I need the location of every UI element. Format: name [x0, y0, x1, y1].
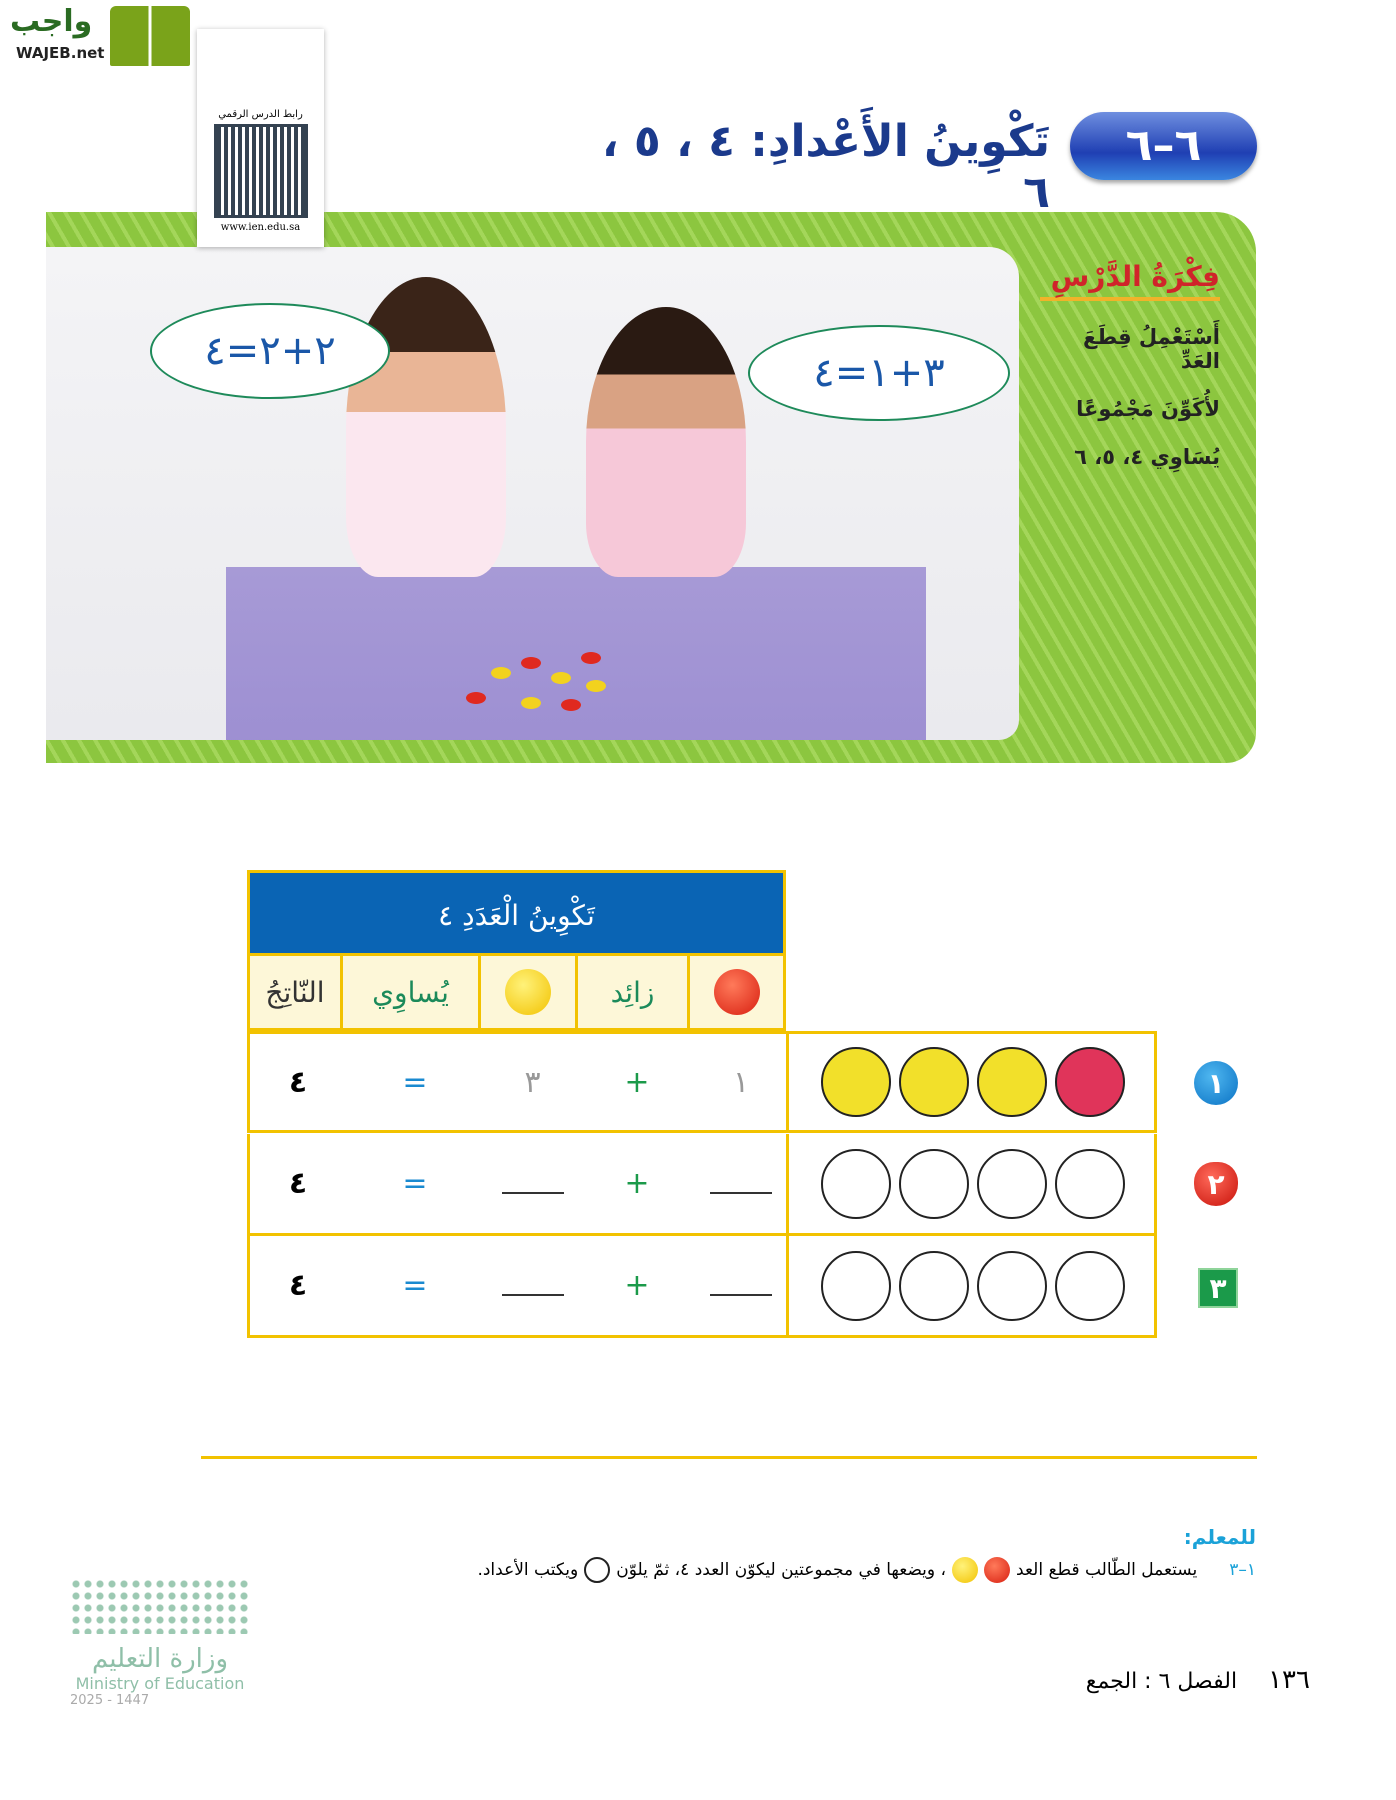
counter-chip [521, 657, 541, 669]
lesson-idea-line: يُسَاوِي ٤، ٥، ٦ [1074, 445, 1220, 469]
plus-sign: + [624, 1064, 650, 1100]
ministry-logo [70, 1578, 250, 1708]
red-counter-icon [714, 969, 760, 1015]
wajeb-logo [6, 4, 191, 68]
lesson-idea-line: لأُكَوِّنَ مَجْمُوعًا [1076, 397, 1220, 421]
teacher-note-text [380, 1557, 1256, 1583]
chapter-label: الفصل ٦ : الجمع [1085, 1669, 1238, 1694]
lesson-idea-heading: فِكْرَةُ الدَّرْسِ [1040, 260, 1220, 301]
note-number: ١–٣ [1229, 1560, 1256, 1580]
page-number: ١٣٦ [1268, 1665, 1310, 1695]
child-right [586, 307, 746, 577]
yellow-counter-icon [952, 1557, 978, 1583]
header-result-label: النّاتِجُ [265, 975, 325, 1009]
counters-group [786, 1236, 1156, 1335]
colored-circle-yellow [821, 1047, 891, 1117]
empty-circle[interactable] [899, 1251, 969, 1321]
ministry-english: Ministry of Education [75, 1674, 245, 1693]
teacher-note-heading: للمعلم: [1183, 1525, 1256, 1549]
empty-circle[interactable] [977, 1149, 1047, 1219]
equals-sign: = [402, 1166, 428, 1201]
ministry-dots-icon [70, 1578, 250, 1634]
note-text-b: ، ويضعها في مجموعتين ليكوّن العدد ٤، ثمّ يلوّن [616, 1560, 947, 1580]
lesson-photo [46, 247, 1019, 740]
teacher-note [380, 1525, 1256, 1583]
colored-circle-yellow [899, 1047, 969, 1117]
page-title: تَكْوِينُ الأَعْدادِ: ٤ ، ٥ ، ٦ [601, 116, 1050, 218]
counter-chip [491, 667, 511, 679]
table-title: تَكْوِينُ الْعَدَدِ ٤ [247, 870, 786, 956]
page-footer [1060, 1665, 1310, 1695]
red-count: ١ [732, 1064, 750, 1100]
qr-url[interactable]: www.ien.edu.sa [220, 222, 301, 233]
row-marker-circle-icon: ١ [1194, 1061, 1238, 1105]
table-row [247, 1236, 1157, 1338]
result-value: ٤ [288, 1268, 308, 1303]
equals-sign: = [402, 1268, 428, 1303]
composition-table [247, 870, 1157, 1338]
header-plus [578, 956, 690, 1031]
red-count-blank[interactable] [693, 1134, 789, 1233]
plus-sign: + [624, 1268, 650, 1303]
blank-line [710, 1276, 772, 1296]
empty-circle[interactable] [1055, 1149, 1125, 1219]
counter-chip [466, 692, 486, 704]
header-yellow [481, 956, 578, 1031]
book-icon [110, 6, 190, 66]
blank-line [502, 1276, 564, 1296]
ministry-arabic: وزارة التعليم [91, 1644, 229, 1674]
row-marker-apple-icon: ٢ [1194, 1162, 1238, 1206]
empty-circle-icon [584, 1557, 610, 1583]
yellow-count: ٣ [524, 1064, 541, 1100]
note-text-a: يستعمل الطّالب قطع العد [1016, 1560, 1198, 1580]
red-count-blank[interactable] [693, 1236, 789, 1335]
yellow-counter-icon [505, 969, 551, 1015]
header-red [690, 956, 786, 1031]
ministry-year: 2025 - 1447 [70, 1693, 150, 1708]
counters-group [786, 1034, 1156, 1130]
counter-chip [581, 652, 601, 664]
empty-circle[interactable] [899, 1149, 969, 1219]
counter-chip [521, 697, 541, 709]
table-row [247, 1031, 1157, 1133]
speech-bubble-right: ٣+١=٤ [748, 325, 1010, 421]
equals-sign: = [402, 1064, 428, 1100]
blank-line [710, 1174, 772, 1194]
qr-card[interactable] [197, 29, 324, 247]
lesson-number-badge: ٦–٦ [1070, 112, 1257, 180]
header-equals-label: يُساوِي [372, 975, 449, 1009]
lesson-idea [1040, 260, 1220, 469]
yellow-count-blank[interactable] [484, 1236, 581, 1335]
colored-circle-red [1055, 1047, 1125, 1117]
result-value: ٤ [288, 1064, 308, 1100]
qr-code-icon[interactable] [214, 124, 308, 218]
qr-label: رابط الدرس الرقمي [218, 109, 303, 120]
counter-chip [551, 672, 571, 684]
counter-chip [586, 680, 606, 692]
speech-bubble-left: ٢+٢=٤ [150, 303, 390, 399]
counter-chip [561, 699, 581, 711]
yellow-count-blank[interactable] [484, 1134, 581, 1233]
logo-latin: WAJEB.net [16, 44, 105, 62]
empty-circle[interactable] [821, 1149, 891, 1219]
header-equals [343, 956, 481, 1031]
counters-group [786, 1134, 1156, 1233]
divider [201, 1456, 1257, 1459]
red-counter-icon [984, 1557, 1010, 1583]
blank-line [502, 1174, 564, 1194]
empty-circle[interactable] [977, 1251, 1047, 1321]
purple-table [226, 567, 926, 740]
table-row [247, 1134, 1157, 1236]
plus-sign: + [624, 1166, 650, 1201]
row-marker-square-icon: ٣ [1198, 1268, 1238, 1308]
lesson-idea-line: أَسْتَعْمِلُ قِطَعَ العَدِّ [1083, 325, 1220, 373]
colored-circle-yellow [977, 1047, 1047, 1117]
empty-circle[interactable] [1055, 1251, 1125, 1321]
logo-arabic: واجب [10, 4, 93, 39]
result-value: ٤ [288, 1166, 308, 1201]
note-text-c: ويكتب الأعداد. [477, 1560, 579, 1580]
child-left [346, 277, 506, 577]
header-result [247, 956, 343, 1031]
header-plus-label: زائِد [610, 975, 655, 1009]
empty-circle[interactable] [821, 1251, 891, 1321]
